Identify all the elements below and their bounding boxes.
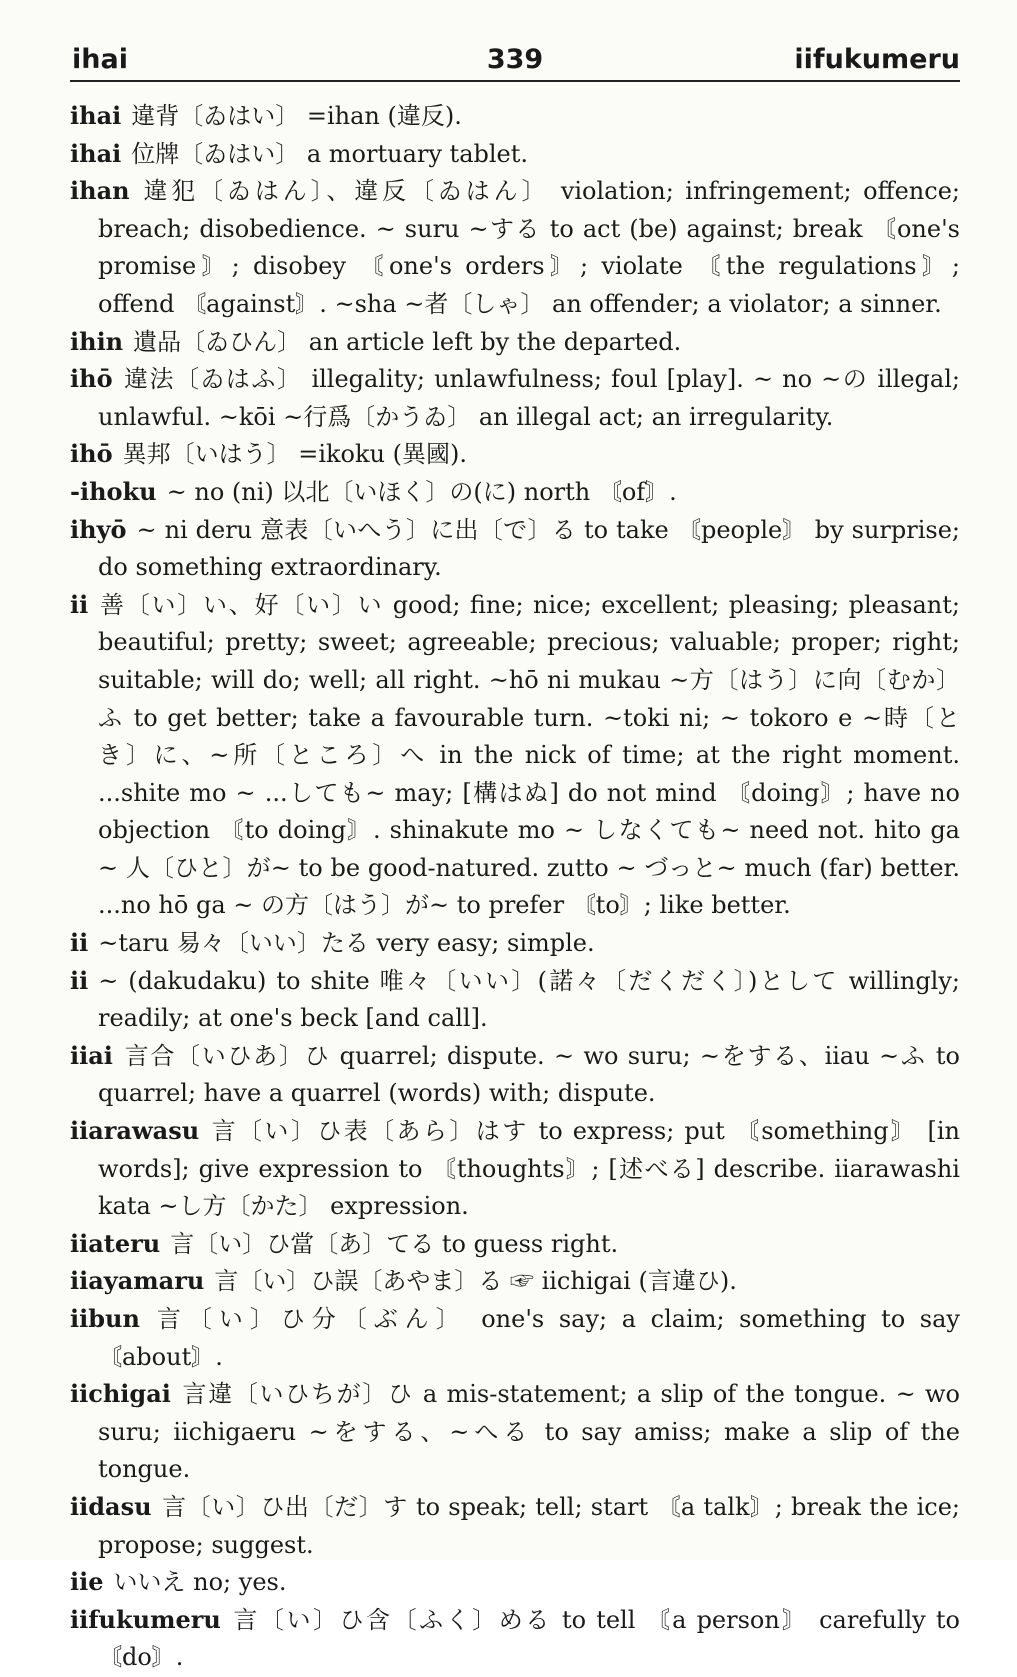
entry	[70, 925, 960, 963]
entry	[70, 136, 960, 174]
definition: ~ (dakudaku) to shite 唯々〔いい〕(諾々〔だくだく〕)として willingly; readily; at one's beck [and call].	[98, 966, 960, 1033]
definition: 異邦〔いはう〕 =ikoku (異國).	[122, 440, 467, 469]
guide-word-last: iifukumeru	[794, 44, 960, 75]
headword: iichigai	[70, 1379, 171, 1409]
entry	[70, 1376, 960, 1489]
headword: ihō	[70, 439, 113, 469]
headword: -ihoku	[70, 476, 157, 506]
page-header	[70, 40, 960, 82]
headword: iifukumeru	[70, 1604, 221, 1634]
headword: iiarawasu	[70, 1116, 200, 1146]
definition: 言〔い〕ひ誤〔あやま〕る ☞ iichigai (言違ひ).	[214, 1267, 737, 1296]
definition: 遺品〔ゐひん〕 an article left by the departed.	[133, 327, 682, 356]
definition: 位牌〔ゐはい〕 a mortuary tablet.	[131, 139, 529, 168]
definition: いいえ no; yes.	[113, 1568, 287, 1597]
definition: 違法〔ゐはふ〕 illegality; unlawfulness; foul [play]. ~ no ~の illegal; unlawful. ~kōi ~行爲〔かうゐ〕 an illegal act; an irregularity.	[98, 365, 960, 431]
entry	[70, 587, 960, 925]
entry	[70, 1489, 960, 1564]
headword: ii	[70, 589, 89, 619]
entry	[70, 1301, 960, 1376]
definition: 善〔い〕い、好〔い〕い good; fine; nice; excellent; pleasing; pleasant; beautiful; pretty; sweet; agreeable; precious; valuable; proper; right; suitable; will do; well; all right. ~hō ni mukau ~方〔はう〕に向〔むか〕ふ to get better; take a favourable turn. ~toki ni; ~ tokoro e ~時〔とき〕に、~所〔ところ〕へ in the nick of time; at the right moment. ...shite mo ~ ...しても~ may; [構はぬ] do not mind 〘doing〙; have no objection 〘to doing〙. shinakute mo ~ しなくても~ need not. hito ga ~ 人〔ひと〕が~ to be good-natured. zutto ~ づっと~ much (far) better. ...no hō ga ~ の方〔はう〕が~ to prefer 〘to〙; like better.	[98, 590, 960, 920]
headword: iidasu	[70, 1491, 152, 1521]
entry	[70, 474, 960, 512]
headword: iiai	[70, 1040, 113, 1070]
definition: 言合〔いひあ〕ひ quarrel; dispute. ~ wo suru; ~をする、iiau ~ふ to quarrel; have a quarrel (words) with; dispute.	[98, 1041, 960, 1108]
entry	[70, 1263, 960, 1301]
entry	[70, 512, 960, 587]
definition: 言違〔いひちが〕ひ a mis-statement; a slip of the tongue. ~ wo suru; iichigaeru ~をする、~へる to say amiss; make a slip of the tongue.	[98, 1380, 960, 1484]
entry	[70, 324, 960, 362]
definition: 言〔い〕ひ分〔ぶん〕 one's say; a claim; something to say 〘about〙.	[98, 1305, 960, 1371]
definition: 言〔い〕ひ當〔あ〕てる to guess right.	[170, 1229, 619, 1258]
entry	[70, 1564, 960, 1602]
headword: ii	[70, 928, 89, 958]
definition: 言〔い〕ひ含〔ふく〕める to tell 〘a person〙 carefully to 〘do〙.	[98, 1605, 960, 1672]
entry	[70, 1038, 960, 1113]
definition: 言〔い〕ひ表〔あら〕はす to express; put 〘something〙 [in words]; give expression to 〘thoughts〙; [述べる] describe. iiarawashi kata ~し方〔かた〕 expression.	[98, 1117, 960, 1221]
headword: iiayamaru	[70, 1266, 205, 1296]
guide-word-first: ihai	[72, 44, 128, 75]
definition: 言〔い〕ひ出〔だ〕す to speak; tell; start 〘a talk〙; break the ice; propose; suggest.	[98, 1492, 960, 1559]
definition: 違背〔ゐはい〕 =ihan (違反).	[131, 102, 462, 130]
entry	[70, 173, 960, 323]
entry	[70, 1602, 960, 1677]
headword: ihō	[70, 364, 113, 394]
entry-list	[70, 98, 960, 1677]
page-number: 339	[486, 44, 544, 75]
headword: ihan	[70, 176, 130, 206]
entry	[70, 436, 960, 474]
entry	[70, 361, 960, 436]
headword: iiateru	[70, 1228, 161, 1258]
headword: ii	[70, 965, 89, 995]
headword: ihai	[70, 138, 122, 168]
definition: ~taru 易々〔いい〕たる very easy; simple.	[98, 929, 595, 958]
headword: ihyō	[70, 514, 127, 544]
headword: ihai	[70, 101, 122, 130]
headword: iie	[70, 1567, 104, 1597]
entry	[70, 1226, 960, 1264]
headword: iibun	[70, 1304, 140, 1333]
headword: ihin	[70, 326, 124, 356]
definition: ~ no (ni) 以北〔いほく〕の(に) north 〘of〙.	[166, 477, 677, 506]
definition: 違犯〔ゐはん〕、違反〔ゐはん〕 violation; infringement; offence; breach; disobedience. ~ suru ~する to act (be) against; break 〘one's promise〙; disobey 〘one's orders〙; violate 〘the regulations〙; offend 〘against〙. ~sha ~者〔しゃ〕 an offender; a violator; a sinner.	[98, 177, 960, 318]
entry	[70, 98, 960, 136]
entry	[70, 1113, 960, 1226]
entry	[70, 963, 960, 1038]
definition: ~ ni deru 意表〔いへう〕に出〔で〕る to take 〘people〙 by surprise; do something extraordinary.	[98, 515, 960, 582]
